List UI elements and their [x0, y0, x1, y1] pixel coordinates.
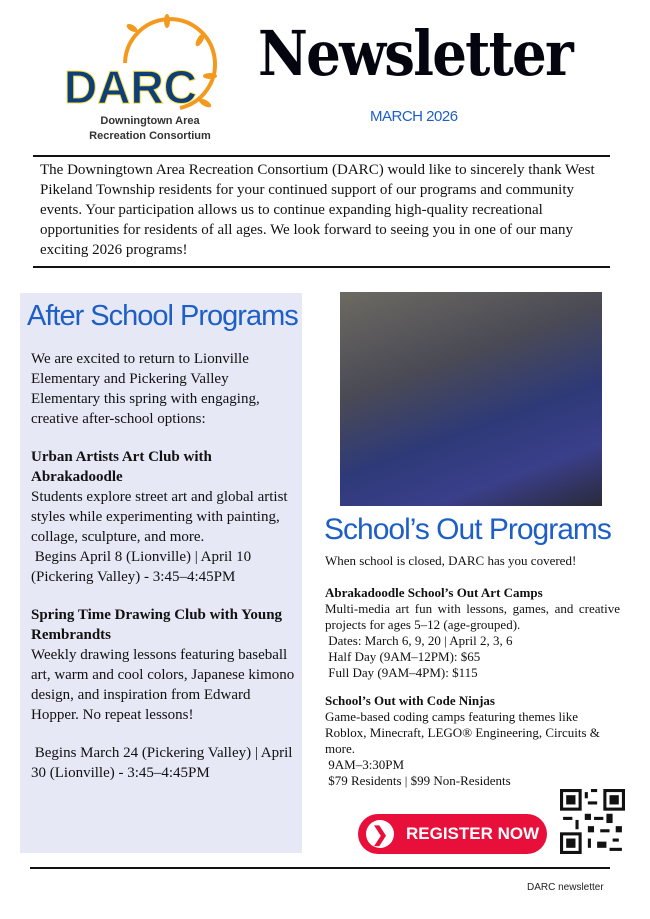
- after-school-content: [31, 349, 296, 801]
- register-label: REGISTER NOW: [406, 824, 540, 843]
- after-school-title: After School Programs: [27, 300, 298, 332]
- after-school-intro: We are excited to return to Lionville Elementary and Pickering Valley Elementary this spring with engaging, creative after-school options:: [31, 351, 260, 427]
- divider: [30, 867, 610, 869]
- schools-out-subtitle: When school is closed, DARC has you covered!: [325, 553, 577, 568]
- program-price: Full Day (9AM–4PM): $115: [328, 665, 478, 680]
- program-price: $79 Residents | $99 Non-Residents: [328, 773, 511, 788]
- program-desc: Multi-media art fun with lessons, games, and creative projects for ages 5–12 (age-grouped).: [325, 601, 620, 632]
- logo-sub-line1: Downingtown Area: [100, 115, 200, 127]
- program-name: Spring Time Drawing Club with Young Rembrandts: [31, 607, 283, 643]
- program-item: [325, 693, 620, 789]
- program-schedule: Begins April 8 (Lionville) | April 10 (Pickering Valley) - 3:45–4:45PM: [31, 549, 252, 585]
- program-schedule-item: [31, 743, 296, 783]
- schools-out-content: [325, 553, 620, 801]
- darc-logo: [60, 8, 230, 112]
- divider: [33, 266, 610, 268]
- program-schedule: Begins March 24 (Pickering Valley) | April 30 (Lionville) - 3:45–4:45PM: [31, 745, 293, 781]
- chevron-right-icon: ❯: [366, 820, 394, 848]
- program-name: Abrakadoodle School’s Out Art Camps: [325, 585, 543, 600]
- program-item: [31, 447, 296, 587]
- kids-painting-photo: [340, 292, 602, 506]
- program-price: Half Day (9AM–12PM): $65: [328, 649, 481, 664]
- divider: [33, 155, 610, 157]
- schools-out-title: School’s Out Programs: [324, 513, 611, 546]
- issue-date: MARCH 2026: [370, 108, 458, 125]
- logo-text: DARC: [64, 61, 197, 112]
- program-time: 9AM–3:30PM: [328, 757, 405, 772]
- program-name: School’s Out with Code Ninjas: [325, 693, 495, 708]
- logo-sub-line2: Recreation Consortium: [89, 130, 211, 142]
- program-name: Urban Artists Art Club with Abrakadoodle: [31, 449, 212, 485]
- footer-text: DARC newsletter: [527, 882, 604, 893]
- register-now-button[interactable]: [358, 814, 547, 854]
- program-item: [31, 605, 296, 725]
- program-dates: Dates: March 6, 9, 20 | April 2, 3, 6: [328, 633, 513, 648]
- intro-text: The Downingtown Area Recreation Consortium (DARC) would like to sincerely thank West Pikeland Township residents for your continued support of our programs and community events. Your participation allows us to continue expanding high-quality recreational opportunities for residents of all ages. We look forward to seeing you in one of our many exciting 2026 programs!: [40, 162, 595, 258]
- page-title: Newsletter: [258, 17, 572, 90]
- logo-subtitle: [60, 114, 240, 144]
- program-desc: Weekly drawing lessons featuring baseball art, warm and cool colors, Japanese kimono design, and inspiration from Edward Hopper. No repeat lessons!: [31, 647, 295, 723]
- program-desc: Students explore street art and global artist styles while experimenting with painting, collage, sculpture, and more.: [31, 489, 288, 545]
- program-desc: Game-based coding camps featuring themes like Roblox, Minecraft, LEGO® Engineering, Circuits & more.: [325, 709, 600, 756]
- qr-code[interactable]: [560, 789, 625, 854]
- program-item: [325, 585, 620, 681]
